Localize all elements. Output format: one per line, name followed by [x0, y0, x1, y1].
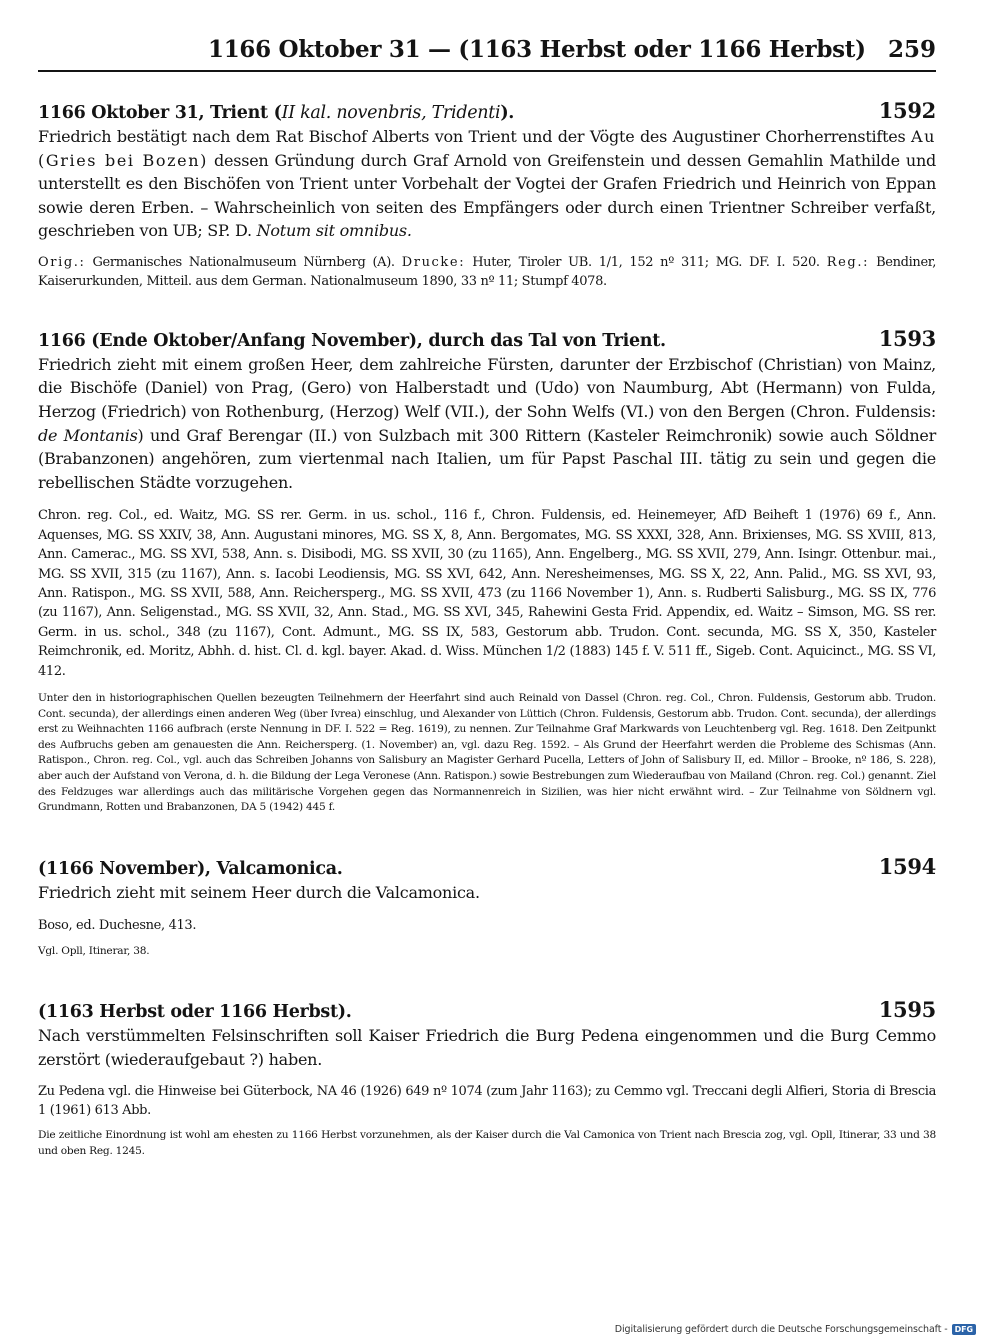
page-number: 259: [887, 36, 936, 63]
entry-number: 1593: [878, 325, 936, 351]
regest-entry-1592: [38, 98, 936, 292]
entry-heading: [38, 98, 936, 123]
entry-date-place: (1163 Herbst oder 1166 Herbst).: [38, 1002, 352, 1023]
credit-text: Digitalisierung gefördert durch die Deutsche Forschungsgemeinschaft -: [614, 1324, 948, 1335]
entry-commentary: Vgl. Opll, Itinerar, 38.: [38, 944, 150, 957]
regest-entry-1595: [38, 997, 936, 1159]
entry-sources: Orig.: Germanisches Nationalmuseum Nürnberg (A). Drucke: Huter, Tiroler UB. 1/1, 152 nº 311; MG. DF. I. 520. Reg.: Bendiner, Kaiserurkunden, Mitteil. aus dem German. Nationalmuseum 1890, 33 nº 11; Stumpf 4078.: [38, 254, 937, 290]
running-head: [38, 36, 936, 72]
entry-sources: Boso, ed. Duchesne, 413.: [38, 918, 197, 934]
regest-entry-1594: [38, 854, 936, 960]
entry-sources: Chron. reg. Col., ed. Waitz, MG. SS rer. Germ. in us. schol., 116 f., Chron. Fuldensis, ed. Heinemeyer, AfD Beiheft 1 (1976) 69 f., Ann. Aquenses, MG. SS XXIV, 38, Ann. Augustani minores, MG. SS X, 8, Ann. Bergomates, MG. SS XXXI, 328, Ann. Brixienses, MG. SS XVIII, 813, Ann. Camerac., MG. SS XVI, 538, Ann. s. Disibodi, MG. SS XVII, 30 (zu 1165), Ann. Engelberg., MG. SS XVII, 279, Ann. Isingr. Ottenbur. mai., MG. SS XVII, 315 (zu 1167), Ann. s. Iacobi Leodiensis, MG. SS XVI, 642, Ann. Neresheimenses, MG. SS X, 22, Ann. Palid., MG. SS XVI, 93, Ann. Ratispon., MG. SS XVII, 588, Ann. Reichersperg., MG. SS XVII, 473 (zu 1166 November 1), Ann. s. Rudberti Salisburg., MG. SS IX, 776 (zu 1167), Ann. Seligenstad., MG. SS XVII, 32, Ann. Stad., MG. SS XVI, 345, Rahewini Gesta Frid. Appendix, ed. Waitz – Simson, MG. SS rer. Germ. in us. schol., 348 (zu 1167), Cont. Admunt., MG. SS IX, 583, Gestorum abb. Trudon. Cont. secunda, MG. SS X, 350, Kasteler Reimchronik, ed. Moritz, Abhh. d. hist. Cl. d. kgl. bayer. Akad. d. Wiss. München 1/2 (1883) 145 f. V. 511 ff., Sigeb. Cont. Aquicinct., MG. SS VI, 412.: [38, 508, 936, 679]
digitization-credit: [615, 1324, 976, 1335]
entry-heading: [38, 854, 936, 879]
entry-heading: [38, 997, 936, 1022]
entry-text: Friedrich zieht mit seinem Heer durch die Valcamonica.: [38, 882, 480, 902]
entry-date-place: 1166 (Ende Oktober/Anfang November), durch das Tal von Trient.: [38, 330, 666, 351]
entry-text: Friedrich bestätigt nach dem Rat Bischof Alberts von Trient und der Vögte des Augustiner Chorherrenstiftes Au (Gries bei Bozen) dessen Gründung durch Graf Arnold von Greifenstein und dessen Gemahlin Mathilde und unterstellt es den Bischöfen von Trient unter Vorbehalt der Vogtei der Grafen Friedrich und Heinrich von Eppan sowie deren Erben. – Wahrscheinlich von seiten des Empfängers oder durch einen Trientner Schreiber verfaßt, geschrieben von UB; SP. D. Notum sit omnibus.: [38, 127, 936, 241]
entry-commentary: Unter den in historiographischen Quellen bezeugten Teilnehmern der Heerfahrt sind auch Reinald von Dassel (Chron. reg. Col., Chron. Fuldensis, Gestorum abb. Trudon. Cont. secunda), der allerdings einen anderen Weg (über Ivrea) einschlug, und Alexander von Lüttich (Chron. Fuldensis, Gestorum abb. Trudon. Cont. secunda), der allerdings erst zu Weihnachten 1166 aufbrach (erste Nennung in DF. I. 522 = Reg. 1619), zu nennen. Zur Teilnahme Graf Markwards von Leuchtenberg vgl. Reg. 1618. Den Zeitpunkt des Aufbruchs geben am genauesten die Ann. Reichersperg. (1. November) an, vgl. dazu Reg. 1592. – Als Grund der Heerfahrt werden die Probleme des Schismas (Ann. Ratispon., Chron. reg. Col., vgl. auch das Schreiben Johanns von Salisbury an Magister Gerhard Pucella, Letters of John of Salisbury II, ed. Millor – Brooke, nº 186, S. 228), aber auch der Aufstand von Verona, d. h. die Bildung der Lega Veronese (Ann. Ratispon.) sowie Bestrebungen zum Wiederaufbau von Mailand (Chron. reg. Col.) genannt. Ziel des Feldzuges war allerdings auch das militärische Vorgehen gegen das Normannenreich in Sizilien, was hier nicht erwähnt wird. – Zur Teilnahme von Söldnern vgl. Grundmann, Rotten und Brabanzonen, DA 5 (1942) 445 f.: [38, 692, 936, 814]
entry-heading: [38, 326, 936, 351]
entry-number: 1595: [878, 997, 936, 1023]
entry-text: Nach verstümmelten Felsinschriften soll Kaiser Friedrich die Burg Pedena eingenommen und die Burg Cemmo zerstört (wiederaufgebaut ?) haben.: [38, 1026, 936, 1069]
entry-date-place: (1166 November), Valcamonica.: [38, 858, 343, 879]
entry-commentary: Die zeitliche Einordnung ist wohl am ehesten zu 1166 Herbst vorzunehmen, als der Kaiser durch die Val Camonica von Trient nach Brescia zog, vgl. Opll, Itinerar, 33 und 38 und oben Reg. 1245.: [38, 1129, 936, 1157]
page-title: 1166 Oktober 31 — (1163 Herbst oder 1166 Herbst): [208, 36, 866, 63]
entry-text: Friedrich zieht mit einem großen Heer, dem zahlreiche Fürsten, darunter der Erzbischof (Christian) von Mainz, die Bischöfe (Daniel) von Prag, (Gero) von Halberstadt und (Udo) von Naumburg, Abt (Hermann) von Fulda, Herzog (Friedrich) von Rothenburg, (Herzog) Welf (VII.), der Sohn Welfs (VI.) von den Bergen (Chron. Fuldensis: de Montanis) und Graf Berengar (II.) von Sulzbach mit 300 Rittern (Kasteler Reimchronik) sowie auch Söldner (Brabanzonen) angehören, zum viertenmal nach Italien, um für Papst Paschal III. tätig zu sein und gegen die rebellischen Städte vorzugehen.: [38, 354, 936, 492]
dfg-logo-icon: DFG: [952, 1324, 976, 1335]
entry-number: 1594: [878, 853, 936, 879]
entry-number: 1592: [878, 98, 936, 123]
entry-date-place: 1166 Oktober 31, Trient (II kal. novenbris, Tridenti).: [38, 103, 515, 123]
entry-sources: Zu Pedena vgl. die Hinweise bei Güterbock, NA 46 (1926) 649 nº 1074 (zum Jahr 1163); zu Cemmo vgl. Treccani degli Alfieri, Storia di Brescia 1 (1961) 613 Abb.: [38, 1083, 936, 1118]
regest-entry-1593: [38, 326, 936, 816]
page: [38, 36, 936, 1160]
